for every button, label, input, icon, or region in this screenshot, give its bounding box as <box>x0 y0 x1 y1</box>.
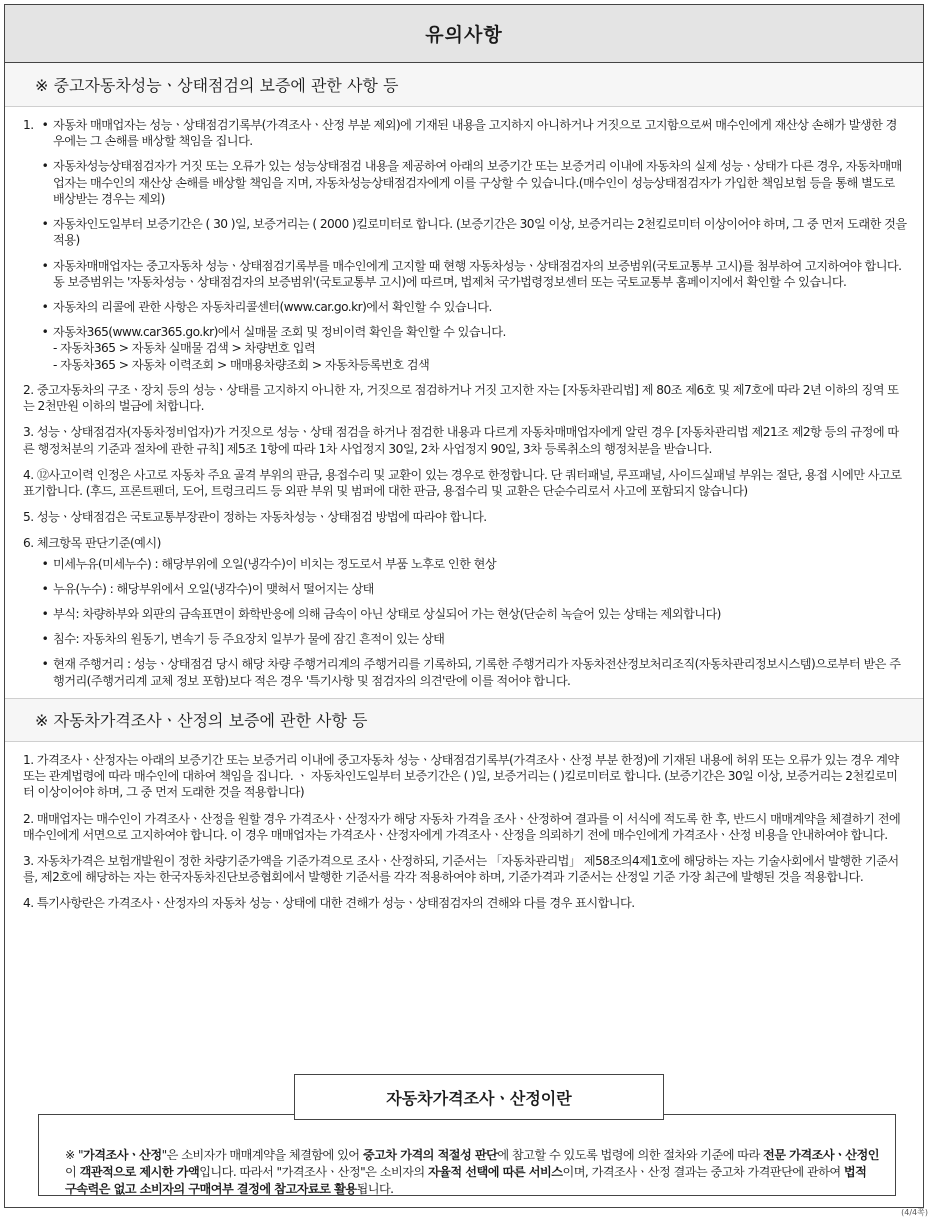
list-item-text: 자동차 매매업자는 성능ㆍ상태점검기록부(가격조사ㆍ산정 부분 제외)에 기재된 내용을 고지하지 아니하거나 거짓으로 고지함으로써 매수인에게 재산상 손해가 발생한 경우에는 그 손해를 배상할 책임을 집니다. <box>53 118 897 149</box>
list-item: • 현재 주행거리 : 성능ㆍ상태점검 당시 해당 차량 주행거리계의 주행거리를 기록하되, 기록한 주행거리가 자동차전산정보처리조직(자동차관리정보시스템)으로부터 받은 주행거리(주행거리계 교체 정보 포함)보다 적은 경우 '특기사항 및 점검자의 의견'란에 이를 적어야 합니다. <box>37 656 907 688</box>
bullet-icon: • <box>41 258 49 273</box>
list-item: 4. 특기사항란은 가격조사ㆍ산정자의 자동차 성능ㆍ상태에 대한 견해가 성능ㆍ상태점검자의 견해와 다를 경우 표시합니다. <box>23 896 635 911</box>
list-item: 6. 체크항목 판단기준(예시) <box>23 536 161 551</box>
section-body-pricing <box>5 742 923 912</box>
sub-line: - 자동차365 > 자동차 이력조회 > 매매용차량조회 > 자동차등록번호 검색 <box>53 357 430 372</box>
list-item <box>37 158 907 207</box>
list-item: • 침수: 자동차의 원동기, 변속기 등 주요장치 일부가 물에 잠긴 흔적이 있는 상태 <box>37 631 907 647</box>
emphasis: 전문 가격조사ㆍ산정인 <box>763 1148 879 1162</box>
sub-line: - 자동차365 > 자동차 실매물 검색 > 차량번호 입력 <box>53 341 316 356</box>
bullet-icon: • <box>41 632 49 647</box>
bullet-icon: • <box>41 556 49 571</box>
list-item: 2. 중고자동차의 구조ㆍ장치 등의 성능ㆍ상태를 고지하지 아니한 자, 거짓으로 점검하거나 거짓 고지한 자는 [자동차관리법] 제 80조 제6호 및 제7호에 따라 2년 이하의 징역 또는 2천만원 이하의 벌금에 처합니다. <box>23 382 899 414</box>
bullet-icon: • <box>41 657 49 672</box>
list-item <box>37 299 907 315</box>
bullet-icon: • <box>41 299 49 314</box>
info-box-title: 자동차가격조사ㆍ산정이란 <box>294 1074 664 1120</box>
section-title-inspection: ※ 중고자동차성능ㆍ상태점검의 보증에 관한 사항 등 <box>5 63 923 107</box>
list-item-text: 자동차365(www.car365.go.kr)에서 실매물 조회 및 정비이력 확인을 확인할 수 있습니다. <box>53 325 506 340</box>
list-item: 5. 성능ㆍ상태점검은 국토교통부장관이 정하는 자동차성능ㆍ상태점검 방법에 따라야 합니다. <box>23 510 487 525</box>
list-item: 3. 자동차가격은 보험개발원이 정한 차량기준가액을 기준가격으로 조사ㆍ산정하되, 기준서는 「자동차관리법」 제58조의4제1호에 해당하는 자는 기술사회에서 발행한 기준서를, 제2호에 해당하는 자는 한국자동차진단보증협회에서 발행한 기준서를 각각 적용하여야 하며, 기준가격과 기준서는 산정일 기준 가장 최근에 발행된 것을 적용합니다. <box>23 854 899 885</box>
bullet-icon: • <box>41 607 49 622</box>
emphasis: 객관적으로 제시한 가액 <box>79 1165 200 1180</box>
bullet-icon: • <box>41 159 49 174</box>
bullet-icon: • <box>41 118 49 132</box>
section-body-inspection <box>5 107 923 689</box>
bullet-icon: • <box>41 581 49 596</box>
emphasis: 자율적 선택에 따른 서비스 <box>427 1165 563 1180</box>
bullet-icon: • <box>41 217 49 232</box>
list-item-text: 자동차성능상태점검자가 거짓 또는 오류가 있는 성능상태점검 내용을 제공하여 아래의 보증기간 또는 보증거리 이내에 자동차의 실제 성능ㆍ상태가 다른 경우, 자동차매매업자는 매수인의 재산상 손해를 배상할 책임을 지며, 자동차성능상태점검자에게 이를 구상할 수 있습니다.(매수인이 성능상태점검자가 가입한 책임보험 등을 통해 별도로 배상받는 경우는 제외) <box>53 159 902 206</box>
list-item <box>37 324 907 373</box>
list-item-text: 자동차매매업자는 중고자동차 성능ㆍ상태점검기록부를 매수인에게 고지할 때 현행 자동차성능ㆍ상태점검자의 보증범위(국토교통부 고시)를 첨부하여 고지하여야 합니다. 동 보증범위는 '자동차성능ㆍ상태점검자의 보증범위'(국토교통부 고시)에 따르며, 법제처 국가법령정보센터 또는 국토교통부 홈페이지에서 확인할 수 있습니다. <box>53 258 902 289</box>
notice-document <box>4 4 924 1208</box>
list-item-text: 자동차인도일부터 보증기간은 ( 30 )일, 보증거리는 ( 2000 )킬로미터로 합니다. (보증기간은 30일 이상, 보증거리는 2천킬로미터 이상이어야 하며, 그 중 먼저 도래한 것을 적용) <box>53 217 907 248</box>
list-item: 2. 매매업자는 매수인이 가격조사ㆍ산정을 원할 경우 가격조사ㆍ산정자가 해당 자동차 가격을 조사ㆍ산정하여 결과를 이 서식에 적도록 한 후, 반드시 매매계약을 체결하기 전에 매수인에게 서면으로 고지하여야 합니다. 이 경우 매매업자는 가격조사ㆍ산정자에게 가격조사ㆍ산정을 의뢰하기 전에 매수인에게 가격조사ㆍ산정 비용을 안내하여야 합니다. <box>23 811 901 842</box>
info-box: ※ "가격조사ㆍ산정"은 소비자가 매매계약을 체결함에 있어 중고차 가격의 적절성 판단에 참고할 수 있도록 법령에 의한 절차와 기준에 따라 전문 가격조사ㆍ산정인이 객관적으로 제시한 가액입니다. 따라서 "가격조사ㆍ산정"은 소비자의 자율적 선택에 따른 서비스이며, 가격조사ㆍ산정 결과는 중고차 가격판단에 관하여 법적 구속력은 없고 소비자의 구매여부 결정에 참고자료로 활용됩니다. <box>38 1114 896 1196</box>
list-item: 3. 성능ㆍ상태점검자(자동차정비업자)가 거짓으로 성능ㆍ상태 점검을 하거나 점검한 내용과 다르게 자동차매매업자에게 알린 경우 [자동차관리법 제21조 제2항 등의 규정에 따른 행정처분의 기준과 절차에 관한 규칙] 제5조 1항에 따라 1차 사업정지 30일, 2차 사업정지 90일, 3차 등록취소의 행정처분을 받습니다. <box>23 425 899 456</box>
item-number: 1. <box>23 118 34 132</box>
bullet-icon: • <box>41 325 49 340</box>
list-item-text: 자동차의 리콜에 관한 사항은 자동차리콜센터(www.car.go.kr)에서 확인할 수 있습니다. <box>53 299 492 314</box>
list-item <box>37 258 907 290</box>
emphasis: 법적 구속력은 없고 소비자의 구매여부 결정에 참고자료로 활용 <box>65 1165 867 1197</box>
list-item <box>23 117 907 149</box>
list-item: • 부식: 차량하부와 외판의 금속표면이 화학반응에 의해 금속이 아닌 상태로 상실되어 가는 현상(단순히 녹슬어 있는 상태는 제외합니다) <box>37 606 907 622</box>
page-number: (4/4쪽) <box>901 1208 928 1217</box>
list-item: • 누유(누수) : 해당부위에서 오일(냉각수)이 맺혀서 떨어지는 상태 <box>37 581 907 597</box>
section-title-pricing: ※ 자동차가격조사ㆍ산정의 보증에 관한 사항 등 <box>5 698 923 742</box>
list-item: • 미세누유(미세누수) : 해당부위에 오일(냉각수)이 비치는 정도로서 부품 노후로 인한 현상 <box>37 556 907 572</box>
list-item <box>37 216 907 248</box>
page-title: 유의사항 <box>5 5 923 63</box>
emphasis: 중고차 가격의 적절성 판단 <box>362 1148 498 1162</box>
emphasis: 가격조사ㆍ산정 <box>83 1148 162 1162</box>
list-item: 1. 가격조사ㆍ산정자는 아래의 보증기간 또는 보증거리 이내에 중고자동차 성능ㆍ상태점검기록부(가격조사ㆍ산정 부분 한정)에 기재된 내용에 허위 또는 오류가 있는 경우 계약 또는 관계법령에 따라 매수인에 대하여 책임을 집니다. ㆍ 자동차인도일부터 보증기간은 ( )일, 보증거리는 ( )킬로미터로 합니다. (보증기간은 30일 이상, 보증거리는 2천킬로미터 이상이어야 하며, 그 중 먼저 도래한 것을 적용합니다) <box>23 752 899 800</box>
list-item: 4. ⑫사고이력 인정은 사고로 자동차 주요 골격 부위의 판금, 용접수리 및 교환이 있는 경우로 한정합니다. 단 쿼터패널, 루프패널, 사이드실패널 부위는 절단, 용접 시에만 사고로 표기합니다. (후드, 프론트펜더, 도어, 트렁크리드 등 외판 부위 및 범퍼에 대한 판금, 용접수리 및 교환은 단순수리로서 사고에 포함되지 않습니다) <box>23 467 902 498</box>
